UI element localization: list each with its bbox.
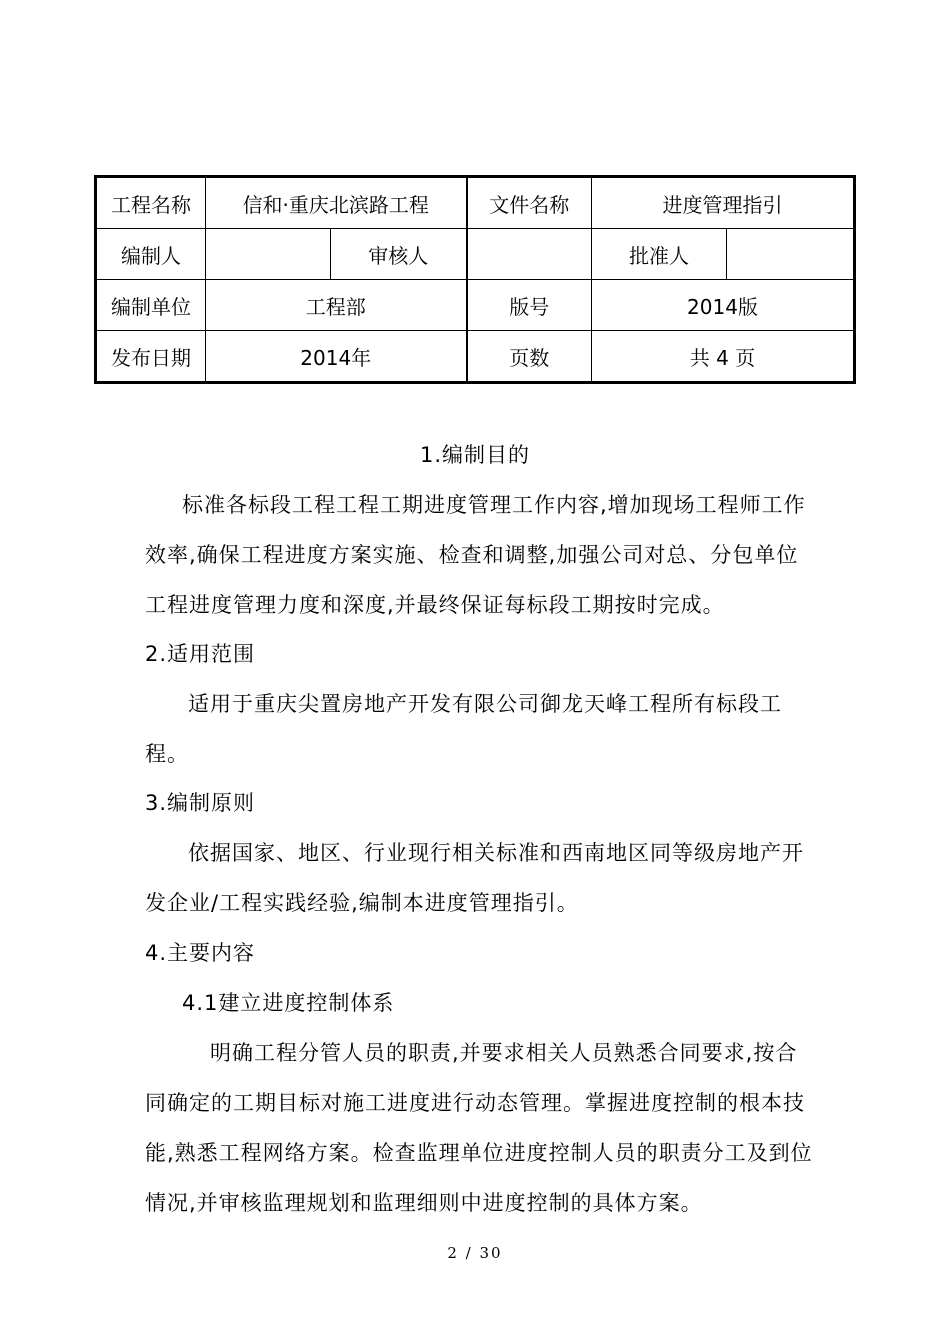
section-2-paragraph-line: 适用于重庆尖置房地产开发有限公司御龙天峰工程所有标段工 [188, 692, 782, 716]
unit-label: 编制单位 [96, 280, 206, 331]
pages-value: 共 4 页 [592, 331, 855, 383]
section-1-paragraph-line: 标准各标段工程工程工期进度管理工作内容,增加现场工程师工作 [182, 493, 806, 517]
page-number: 2 / 30 [447, 1244, 503, 1262]
section-4-1-paragraph-line: 明确工程分管人员的职责,并要求相关人员熟悉合同要求,按合 [210, 1041, 798, 1065]
section-3-paragraph-line: 依据国家、地区、行业现行相关标准和西南地区同等级房地产开 [188, 841, 804, 865]
info-row-2 [96, 229, 855, 280]
section-4-title: 4.主要内容 [145, 941, 256, 965]
reviewer-value [467, 229, 592, 280]
section-1-title: 1.编制目的 [419, 443, 531, 467]
document-info-table [94, 175, 856, 384]
section-4-1-paragraph-line: 情况,并审核监理规划和监理细则中进度控制的具体方案。 [145, 1191, 703, 1215]
file-name-label: 文件名称 [467, 177, 592, 229]
section-1-paragraph-line: 效率,确保工程进度方案实施、检查和调整,加强公司对总、分包单位 [145, 543, 799, 567]
project-name-label: 工程名称 [96, 177, 206, 229]
section-3-title: 3.编制原则 [145, 791, 256, 815]
info-row-3 [96, 280, 855, 331]
version-label: 版号 [467, 280, 592, 331]
version-value: 2014版 [592, 280, 855, 331]
pages-label: 页数 [467, 331, 592, 383]
date-label: 发布日期 [96, 331, 206, 383]
file-name-value: 进度管理指引 [592, 177, 855, 229]
section-4-1-paragraph-line: 同确定的工期目标对施工进度进行动态管理。掌握进度控制的根本技 [145, 1091, 805, 1115]
reviewer-label: 审核人 [331, 229, 467, 280]
section-2-paragraph-line: 程。 [145, 742, 189, 766]
author-label: 编制人 [96, 229, 206, 280]
project-name-value: 信和·重庆北滨路工程 [206, 177, 467, 229]
section-4-1-title: 4.1建立进度控制体系 [182, 991, 395, 1015]
approver-value [727, 229, 855, 280]
unit-value: 工程部 [206, 280, 467, 331]
info-row-1 [96, 177, 855, 229]
author-value [206, 229, 331, 280]
date-value: 2014年 [206, 331, 467, 383]
section-4-1-paragraph-line: 能,熟悉工程网络方案。检查监理单位进度控制人员的职责分工及到位 [145, 1141, 813, 1165]
section-2-title: 2.适用范围 [145, 642, 256, 666]
approver-label: 批准人 [592, 229, 727, 280]
section-3-paragraph-line: 发企业/工程实践经验,编制本进度管理指引。 [145, 891, 579, 915]
section-1-paragraph-line: 工程进度管理力度和深度,并最终保证每标段工期按时完成。 [145, 593, 725, 617]
info-row-4 [96, 331, 855, 383]
